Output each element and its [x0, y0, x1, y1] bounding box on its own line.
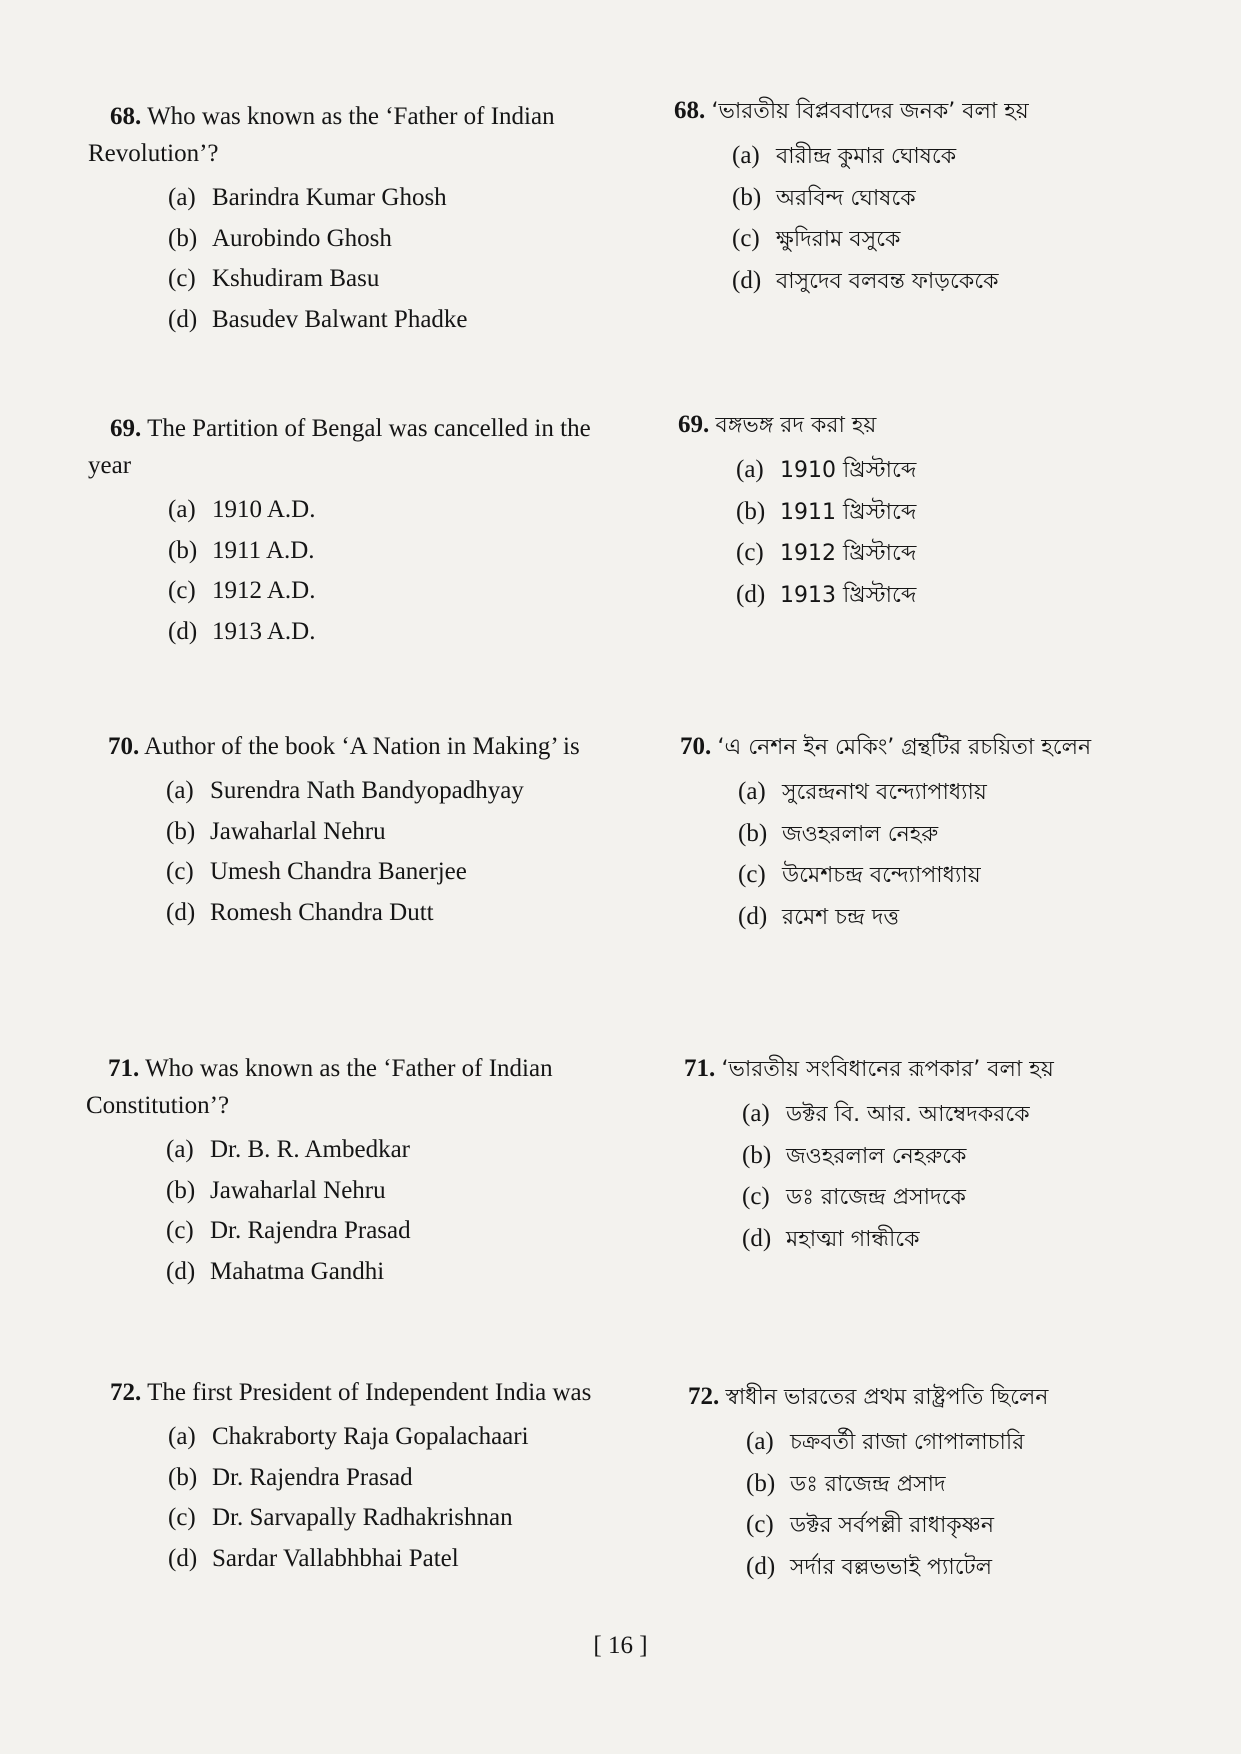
question-number: 72.	[688, 1383, 720, 1410]
options-list	[88, 490, 623, 652]
question-number: 69.	[678, 411, 710, 438]
question-number: 68.	[674, 97, 706, 124]
option-a: (a) চক্রবর্তী রাজা গোপালাচারি	[746, 1428, 1025, 1455]
option-b: (b) জওহরলাল নেহরুকে	[742, 1141, 967, 1169]
option-b: (b) Jawaharlal Nehru	[166, 817, 386, 845]
question-text: স্বাধীন ভারতের প্রথম রাষ্ট্রপতি ছিলেন	[725, 1385, 1049, 1410]
option-d: (d) 1913 খ্রিস্টাব্দে	[736, 580, 917, 608]
question-text: ‘ভারতীয় সংবিধানের রূপকার’ বলা হয়	[721, 1057, 1054, 1082]
question-text: বঙ্গভঙ্গ রদ করা হয়	[715, 413, 877, 438]
option-b: (b) Jawaharlal Nehru	[166, 1176, 386, 1204]
option-a: (a) Chakraborty Raja Gopalachaari	[168, 1423, 529, 1450]
question-72-bengali	[688, 1378, 1241, 1588]
option-a: (a) Dr. B. R. Ambedkar	[166, 1136, 410, 1163]
option-d: (d) 1913 A.D.	[168, 617, 316, 645]
question-71-english	[86, 1050, 621, 1292]
option-c: (c) ডক্টর সর্বপল্লী রাধাকৃষ্ণন	[746, 1511, 995, 1538]
question-72-english	[88, 1374, 623, 1579]
question-stem	[88, 98, 623, 172]
option-b: (b) জওহরলাল নেহরু	[738, 819, 939, 847]
option-d: (d) মহাত্মা গান্ধীকে	[742, 1224, 920, 1252]
option-a: (a) 1910 A.D.	[168, 496, 316, 523]
options-list	[86, 771, 621, 933]
options-list	[674, 136, 1234, 302]
question-68-english	[88, 98, 623, 340]
option-a: (a) Surendra Nath Bandyopadhyay	[166, 777, 524, 804]
question-stem	[88, 1374, 623, 1411]
option-d: (d) Basudev Balwant Phadke	[168, 305, 468, 333]
question-stem	[88, 410, 623, 484]
option-a: (a) ডক্টর বি. আর. আম্বেদকরকে	[742, 1100, 1030, 1127]
question-number: 70.	[108, 733, 140, 760]
question-text: ‘ভারতীয় বিপ্লববাদের জনক’ বলা হয়	[711, 99, 1029, 124]
option-c: (c) উমেশচন্দ্র বন্দ্যোপাধ্যায়	[738, 861, 981, 888]
option-d: (d) সর্দার বল্লভভাই প্যাটেল	[746, 1552, 992, 1580]
question-text: The Partition of Bengal was cancelled in the year	[88, 415, 591, 479]
option-d: (d) রমেশ চন্দ্র দত্ত	[738, 902, 900, 930]
option-d: (d) বাসুদেব বলবন্ত ফাড়কেকে	[732, 266, 999, 294]
question-69-bengali	[678, 406, 1238, 616]
question-71-bengali	[684, 1050, 1241, 1260]
option-d: (d) Mahatma Gandhi	[166, 1257, 385, 1285]
question-stem	[684, 1050, 1241, 1088]
option-a: (a) বারীন্দ্র কুমার ঘোষকে	[732, 142, 957, 169]
options-list	[88, 178, 623, 340]
question-text: Author of the book ‘A Nation in Making’ is	[144, 733, 580, 760]
question-stem	[688, 1378, 1241, 1416]
question-stem	[674, 92, 1234, 130]
options-list	[688, 1422, 1241, 1588]
option-c: (c) Dr. Rajendra Prasad	[166, 1217, 411, 1244]
option-c: (c) Dr. Sarvapally Radhakrishnan	[168, 1504, 513, 1531]
page-number: [ 16 ]	[593, 1632, 648, 1659]
option-d: (d) Romesh Chandra Dutt	[166, 898, 434, 926]
question-number: 71.	[684, 1055, 716, 1082]
question-text: ‘এ নেশন ইন মেকিং’ গ্রন্থটির রচয়িতা হলেন	[717, 735, 1092, 760]
option-a: (a) সুরেন্দ্রনাথ বন্দ্যোপাধ্যায়	[738, 778, 987, 805]
option-b: (b) ডঃ রাজেন্দ্র প্রসাদ	[746, 1469, 946, 1497]
option-b: (b) Dr. Rajendra Prasad	[168, 1463, 413, 1491]
question-text: Who was known as the ‘Father of Indian Constitution’?	[86, 1055, 553, 1119]
question-stem	[680, 728, 1240, 766]
option-c: (c) 1912 A.D.	[168, 577, 316, 604]
question-stem	[86, 728, 621, 765]
question-69-english	[88, 410, 623, 652]
option-b: (b) Aurobindo Ghosh	[168, 224, 392, 252]
question-text: Who was known as the ‘Father of Indian Revolution’?	[88, 103, 555, 167]
options-list	[684, 1094, 1241, 1260]
question-number: 68.	[110, 103, 142, 130]
option-d: (d) Sardar Vallabhbhai Patel	[168, 1544, 459, 1572]
option-c: (c) Umesh Chandra Banerjee	[166, 858, 467, 885]
question-68-bengali	[674, 92, 1234, 302]
option-c: (c) ডঃ রাজেন্দ্র প্রসাদকে	[742, 1183, 966, 1210]
option-a: (a) 1910 খ্রিস্টাব্দে	[736, 456, 917, 483]
question-number: 69.	[110, 415, 142, 442]
question-70-english	[86, 728, 621, 933]
question-stem	[678, 406, 1238, 444]
option-c: (c) ক্ষুদিরাম বসুকে	[732, 225, 901, 252]
option-b: (b) অরবিন্দ ঘোষকে	[732, 183, 916, 211]
options-list	[678, 450, 1238, 616]
options-list	[680, 772, 1240, 938]
options-list	[88, 1417, 623, 1579]
question-number: 71.	[108, 1055, 140, 1082]
option-c: (c) Kshudiram Basu	[168, 265, 380, 292]
option-b: (b) 1911 খ্রিস্টাব্দে	[736, 497, 917, 525]
question-stem	[86, 1050, 621, 1124]
option-a: (a) Barindra Kumar Ghosh	[168, 184, 447, 211]
question-number: 70.	[680, 733, 712, 760]
option-c: (c) 1912 খ্রিস্টাব্দে	[736, 539, 917, 566]
question-70-bengali	[680, 728, 1240, 938]
options-list	[86, 1130, 621, 1292]
option-b: (b) 1911 A.D.	[168, 536, 315, 564]
question-text: The first President of Independent India was	[147, 1379, 592, 1406]
question-number: 72.	[110, 1379, 142, 1406]
